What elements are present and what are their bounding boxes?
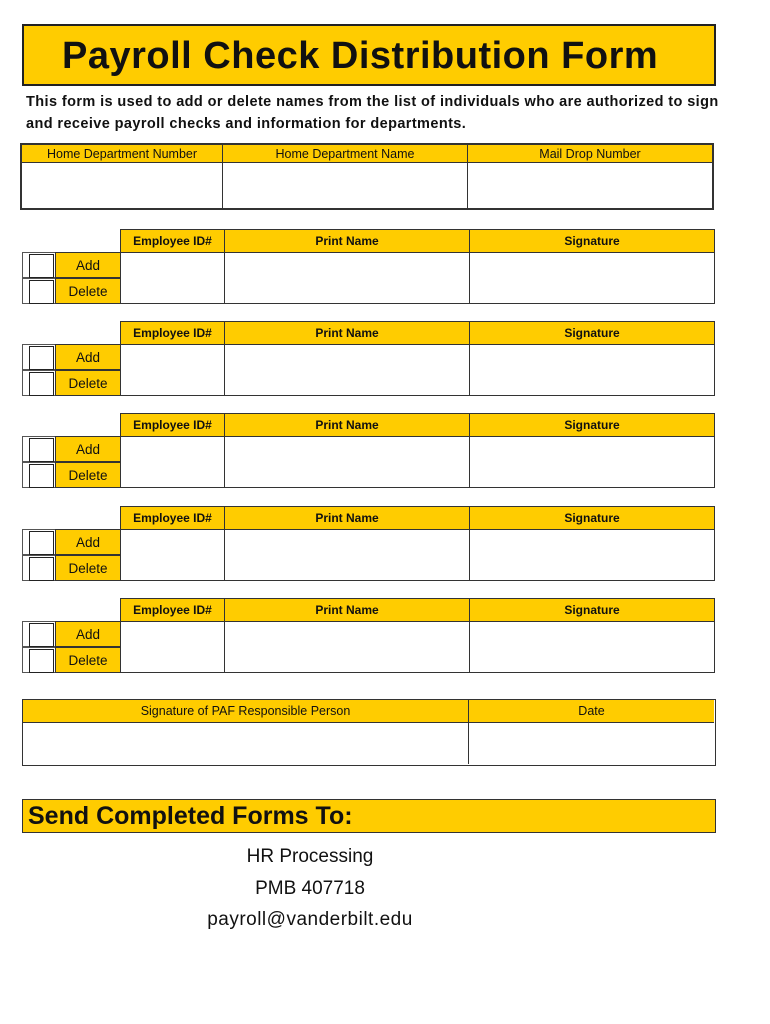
signature-header: Signature — [469, 229, 715, 253]
employee-id-field[interactable] — [120, 252, 225, 304]
add-label: Add — [55, 436, 121, 462]
paf-signature-field[interactable] — [23, 723, 469, 764]
signature-header: Signature — [469, 506, 715, 530]
paf-signature-table — [22, 699, 716, 766]
form-description: This form is used to add or delete names from the list of individuals who are authorized to sign and receive payroll checks and information for departments. — [26, 94, 719, 132]
paf-signature-header: Signature of PAF Responsible Person — [23, 700, 469, 723]
signature-field[interactable] — [469, 436, 715, 488]
page-title: Payroll Check Distribution Form — [22, 24, 716, 86]
delete-checkbox-cell — [22, 647, 56, 673]
add-label: Add — [55, 344, 121, 370]
employee-id-header: Employee ID# — [120, 413, 225, 437]
delete-checkbox[interactable] — [29, 464, 54, 488]
employee-id-header: Employee ID# — [120, 321, 225, 345]
add-label: Add — [55, 621, 121, 647]
employee-id-header: Employee ID# — [120, 229, 225, 253]
delete-label: Delete — [55, 278, 121, 304]
delete-checkbox[interactable] — [29, 372, 54, 396]
print-name-field[interactable] — [224, 252, 470, 304]
delete-checkbox[interactable] — [29, 557, 54, 581]
print-name-header: Print Name — [224, 598, 470, 622]
add-checkbox[interactable] — [29, 254, 54, 278]
print-name-header: Print Name — [224, 506, 470, 530]
employee-entry-group — [0, 598, 770, 674]
send-to-heading: Send Completed Forms To: — [22, 799, 716, 833]
add-label: Add — [55, 252, 121, 278]
add-checkbox[interactable] — [29, 346, 54, 370]
print-name-header: Print Name — [224, 229, 470, 253]
home-department-name-header: Home Department Name — [223, 145, 468, 163]
date-field[interactable] — [469, 723, 714, 764]
print-name-field[interactable] — [224, 436, 470, 488]
send-to-department: HR Processing — [246, 846, 374, 867]
delete-checkbox-cell — [22, 370, 56, 396]
delete-checkbox[interactable] — [29, 649, 54, 673]
signature-header: Signature — [469, 321, 715, 345]
home-department-name-field[interactable] — [223, 163, 468, 208]
print-name-header: Print Name — [224, 413, 470, 437]
signature-field[interactable] — [469, 621, 715, 673]
employee-entry-group — [0, 506, 770, 582]
employee-entry-group — [0, 413, 770, 489]
delete-checkbox-cell — [22, 462, 56, 488]
department-table — [20, 143, 714, 210]
employee-id-field[interactable] — [120, 529, 225, 581]
date-header: Date — [469, 700, 714, 723]
signature-field[interactable] — [469, 529, 715, 581]
add-checkbox-cell — [22, 344, 56, 370]
send-to-mailbox: PMB 407718 — [255, 878, 365, 899]
add-checkbox-cell — [22, 252, 56, 278]
employee-id-field[interactable] — [120, 621, 225, 673]
delete-label: Delete — [55, 647, 121, 673]
signature-header: Signature — [469, 413, 715, 437]
add-label: Add — [55, 529, 121, 555]
print-name-header: Print Name — [224, 321, 470, 345]
employee-id-field[interactable] — [120, 436, 225, 488]
delete-label: Delete — [55, 462, 121, 488]
add-checkbox-cell — [22, 529, 56, 555]
home-department-number-field[interactable] — [22, 163, 223, 208]
delete-checkbox-cell — [22, 278, 56, 304]
add-checkbox[interactable] — [29, 623, 54, 647]
add-checkbox[interactable] — [29, 438, 54, 462]
employee-id-header: Employee ID# — [120, 598, 225, 622]
mail-drop-number-field[interactable] — [468, 163, 712, 208]
add-checkbox-cell — [22, 621, 56, 647]
employee-id-field[interactable] — [120, 344, 225, 396]
print-name-field[interactable] — [224, 344, 470, 396]
print-name-field[interactable] — [224, 621, 470, 673]
add-checkbox[interactable] — [29, 531, 54, 555]
mail-drop-number-header: Mail Drop Number — [468, 145, 712, 163]
signature-field[interactable] — [469, 344, 715, 396]
send-to-email: payroll@vanderbilt.edu — [207, 909, 413, 930]
print-name-field[interactable] — [224, 529, 470, 581]
employee-entry-group — [0, 229, 770, 305]
home-department-number-header: Home Department Number — [22, 145, 223, 163]
signature-field[interactable] — [469, 252, 715, 304]
employee-entry-group — [0, 321, 770, 397]
employee-id-header: Employee ID# — [120, 506, 225, 530]
delete-label: Delete — [55, 370, 121, 396]
add-checkbox-cell — [22, 436, 56, 462]
delete-checkbox[interactable] — [29, 280, 54, 304]
signature-header: Signature — [469, 598, 715, 622]
delete-label: Delete — [55, 555, 121, 581]
delete-checkbox-cell — [22, 555, 56, 581]
